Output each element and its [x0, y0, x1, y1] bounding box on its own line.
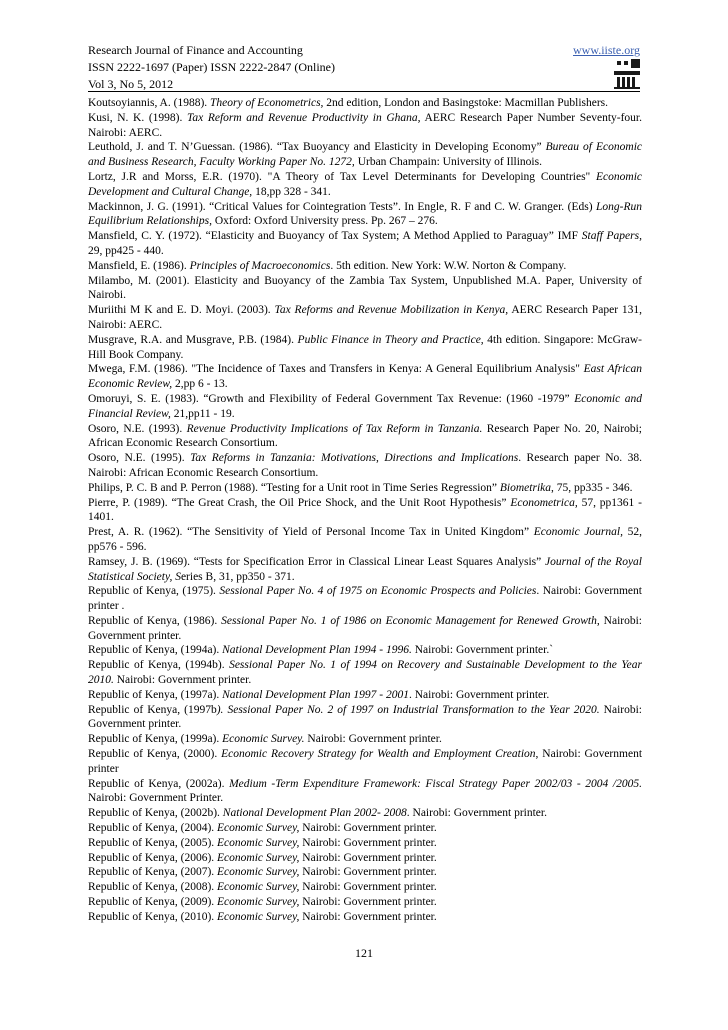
reference-entry: [88, 170, 642, 200]
reference-text: 2nd edition, London and Basingstoke: Macmillan Publishers.: [323, 97, 609, 109]
reference-text: . Nairobi: Government printer.: [409, 688, 550, 701]
reference-text: . Nairobi: Government printer .: [88, 585, 642, 613]
reference-title: Long-Run Equilibrium Relationships,: [88, 200, 642, 228]
reference-text: 4th edition. Singapore: McGraw-Hill Book Company.: [88, 333, 642, 361]
reference-entry: [88, 111, 642, 141]
reference-text: Urban Champain: University of Illinois.: [354, 156, 542, 169]
page-header: [88, 42, 640, 93]
reference-text: , Nairobi: Government printer: [88, 748, 643, 775]
reference-entry: [88, 584, 642, 614]
reference-title: Economic Recovery Strategy for Wealth and Employment Creation: [221, 748, 536, 761]
reference-title: Economic Journal,: [533, 526, 623, 539]
reference-text: Republic of Kenya, (1999a).: [88, 733, 223, 746]
reference-entry: [88, 851, 642, 866]
reference-text: Musgrave, R.A. and Musgrave, P.B. (1984).: [88, 333, 298, 346]
reference-text: Republic of Kenya, (2008).: [88, 881, 218, 894]
reference-text: Muriithi M K and E. D. Moyi. (2003).: [88, 304, 275, 317]
reference-title: Medium -Term Expenditure Framework: Fiscal Strategy Paper 2002/03 - 2004 /2005.: [229, 777, 642, 790]
reference-entry: [88, 229, 642, 259]
reference-title: Economic Survey,: [217, 822, 300, 835]
reference-entry: [88, 614, 642, 644]
reference-title: Sessional Paper No. 1 of 1986 on Economic Management for Renewed Growth,: [221, 614, 600, 627]
reference-title: Economic Survey,: [217, 896, 300, 909]
reference-text: Republic of Kenya, (2010).: [88, 910, 218, 923]
reference-title: Economic Development and Cultural Change,: [88, 170, 642, 198]
reference-entry: [88, 688, 642, 703]
reference-text: . 5th edition. New York: W.W. Norton & Company.: [330, 259, 567, 272]
reference-entry: [88, 422, 642, 452]
reference-text: Osoro, N.E. (1993).: [88, 422, 187, 435]
iiste-logo-icon: [614, 59, 640, 89]
reference-text: Mwega, F.M. (1986). "The Incidence of Taxes and Transfers in Kenya: A General Equilibrium Analysis": [88, 363, 584, 376]
reference-text: Nairobi: Government printer.: [113, 674, 252, 687]
reference-text: 57, pp1361 - 1401.: [88, 496, 642, 524]
reference-list: [88, 96, 642, 925]
reference-text: Mansfield, C. Y. (1972). “Elasticity and Buoyancy of Tax System; A Method Applied to Paraguay” IMF: [88, 230, 582, 243]
reference-text: Ramsey, J. B. (1969). “Tests for Specification Error in Classical Linear Least Squares Analysis”: [88, 555, 546, 568]
reference-text: Nairobi: Government printer.: [88, 614, 642, 642]
reference-title: Economic Survey,: [217, 836, 300, 849]
reference-title: National Development Plan 1997 - 2001: [222, 688, 409, 701]
reference-text: Koutsoyiannis, A. (1988).: [88, 97, 211, 109]
reference-text: Nairobi: Government printer.: [299, 866, 437, 879]
reference-entry: [88, 910, 642, 925]
reference-entry: [88, 200, 642, 230]
reference-text: Nairobi: Government printer.: [304, 733, 442, 746]
reference-title: East African Economic Review,: [88, 363, 642, 391]
reference-entry: [88, 732, 642, 747]
reference-entry: [88, 96, 642, 111]
reference-text: Republic of Kenya, (1994a).: [88, 644, 223, 657]
reference-entry: [88, 140, 642, 170]
reference-text: Mansfield, E. (1986).: [88, 259, 190, 272]
reference-text: Mackinnon, J. G. (1991). “Critical Values for Cointegration Tests”. In Engle, R. F and C. W. Granger. (Eds): [88, 200, 596, 213]
reference-entry: [88, 259, 642, 274]
reference-title: Tax Reforms and Revenue Mobilization in Kenya,: [274, 304, 509, 317]
reference-entry: [88, 703, 642, 733]
reference-entry: [88, 481, 642, 496]
reference-text: Research Paper No. 20, Nairobi; African Economic Research Consortium.: [88, 422, 642, 450]
reference-text: AERC Research Paper Number Seventy-four. Nairobi: AERC.: [88, 111, 642, 139]
reference-text: Nairobi: Government printer.: [299, 822, 437, 835]
reference-entry: [88, 865, 642, 880]
reference-text: 52, pp576 - 596.: [88, 526, 642, 553]
reference-entry: [88, 880, 642, 895]
reference-entry: [88, 895, 642, 910]
reference-entry: [88, 274, 642, 304]
reference-text: 2,pp 6 - 13.: [172, 378, 228, 391]
reference-text: . Nairobi: Government printer.: [406, 807, 547, 820]
reference-text: Republic of Kenya, (1994b).: [88, 659, 230, 672]
reference-text: Republic of Kenya, (2005).: [88, 836, 218, 849]
website-link[interactable]: www.iiste.org: [573, 43, 640, 57]
reference-title: Sessional Paper No. 4 of 1975 on Economic Prospects and Policies: [219, 585, 537, 598]
reference-text: Omoruyi, S. E. (1983). “Growth and Flexibility of Federal Government Tax Revenue: (1960 -1979”: [88, 392, 575, 405]
reference-entry: [88, 496, 642, 526]
reference-title: National Development Plan 2002- 2008: [222, 807, 407, 820]
reference-title: Econometrica,: [510, 496, 578, 509]
reference-title: Economic and Financial Review,: [88, 392, 642, 420]
reference-text: , 75, pp335 - 346.: [551, 481, 633, 494]
reference-entry: [88, 392, 642, 422]
reference-entry: [88, 362, 642, 392]
reference-title: Economic Survey,: [217, 851, 300, 864]
reference-text: Republic of Kenya, (2002a).: [88, 777, 230, 790]
reference-text: Pierre, P. (1989). “The Great Crash, the Oil Price Shock, and the Unit Root Hypothesis”: [88, 496, 511, 509]
page-number: 121: [355, 946, 373, 960]
reference-title: Tax Reforms in Tanzania: Motivations, Directions and Implications: [190, 452, 519, 465]
reference-entry: [88, 451, 642, 481]
reference-title: Bureau of Economic and Business Research, Faculty Working Paper No. 1272,: [88, 141, 642, 169]
reference-title: Journal of the Royal Statistical Society, S: [88, 555, 642, 583]
reference-text: Nairobi: Government printer.: [299, 836, 437, 849]
reference-text: Republic of Kenya, (2006).: [88, 851, 218, 864]
reference-text: Republic of Kenya, (1997a).: [88, 688, 223, 701]
reference-entry: [88, 525, 642, 555]
reference-title: Theory of Econometrics,: [210, 97, 324, 109]
reference-text: Osoro, N.E. (1995).: [88, 452, 191, 465]
reference-text: Nairobi: Government Printer.: [88, 792, 224, 805]
reference-title: Economic Survey,: [217, 866, 300, 879]
reference-text: Republic of Kenya, (1997b: [88, 703, 217, 716]
reference-text: Republic of Kenya, (2000).: [88, 748, 222, 761]
journal-title: Research Journal of Finance and Accounting: [88, 43, 303, 57]
reference-text: 18,pp 328 - 341.: [252, 185, 331, 198]
reference-text: Philips, P. C. B and P. Perron (1988). “Testing for a Unit root in Time Series Regression”: [88, 481, 500, 494]
issn-line: ISSN 2222-1697 (Paper) ISSN 2222-2847 (Online): [88, 60, 335, 74]
reference-title: Revenue Productivity Implications of Tax Reform in Tanzania.: [186, 422, 483, 435]
reference-entry: [88, 555, 642, 585]
reference-text: Republic of Kenya, (2004).: [88, 822, 218, 835]
reference-text: Lortz, J.R and Morss, E.R. (1970). "A Theory of Tax Level Determinants for Developing Countries": [88, 170, 597, 183]
reference-text: eries B, 31, pp350 - 371.: [180, 570, 295, 583]
reference-entry: [88, 658, 642, 688]
reference-text: Nairobi: Government printer.: [299, 896, 437, 909]
reference-title: Principles of Macroeconomics: [189, 259, 331, 272]
header-divider: [88, 91, 640, 92]
reference-entry: [88, 303, 642, 333]
reference-text: Republic of Kenya, (2009).: [88, 896, 218, 909]
reference-text: Nairobi: Government printer.`: [411, 644, 554, 657]
reference-text: Leuthold, J. and T. N’Guessan. (1986). “Tax Buoyancy and Elasticity in Developing Economy”: [88, 141, 546, 154]
header-top-line: [88, 42, 640, 59]
reference-title: Economic Survey.: [222, 733, 305, 746]
reference-entry: [88, 747, 642, 777]
reference-text: Republic of Kenya, (1975).: [88, 585, 220, 598]
reference-text: 21,pp11 - 19.: [170, 407, 235, 420]
reference-text: Milambo, M. (2001). Elasticity and Buoyancy of the Zambia Tax System, Unpublished M.A. Paper, University of Nairobi.: [88, 274, 642, 302]
reference-entry: [88, 777, 642, 807]
reference-text: Nairobi: Government printer.: [299, 851, 437, 864]
reference-entry: [88, 806, 642, 821]
reference-text: Republic of Kenya, (1986).: [88, 614, 222, 627]
reference-text: Oxford: Oxford University press. Pp. 267 – 276.: [211, 215, 438, 228]
reference-entry: [88, 333, 642, 363]
volume-line: Vol 3, No 5, 2012: [88, 77, 174, 91]
reference-entry: [88, 643, 642, 658]
reference-text: Prest, A. R. (1962). “The Sensitivity of Yield of Personal Income Tax in United Kingdom”: [88, 526, 534, 539]
reference-title: ). Sessional Paper No. 2 of 1997 on Industrial Transformation to the Year 2020.: [216, 703, 600, 716]
reference-text: Republic of Kenya, (2007).: [88, 866, 218, 879]
reference-entry: [88, 821, 642, 836]
reference-text: Kusi, N. K. (1998).: [88, 111, 187, 124]
reference-text: 29, pp425 - 440.: [88, 244, 164, 257]
reference-title: Tax Reform and Revenue Productivity in Ghana,: [187, 111, 421, 124]
reference-title: National Development Plan 1994 - 1996.: [222, 644, 412, 657]
reference-title: Economic Survey,: [217, 881, 300, 894]
reference-entry: [88, 836, 642, 851]
reference-text: Nairobi: Government printer.: [88, 703, 642, 731]
reference-title: Sessional Paper No. 1 of 1994 on Recovery and Sustainable Development to the Year 2010.: [88, 659, 642, 687]
reference-title: Public Finance in Theory and Practice,: [297, 333, 484, 346]
reference-text: Nairobi: Government printer.: [299, 881, 437, 894]
reference-text: Nairobi: Government printer.: [299, 910, 437, 923]
reference-title: Staff Papers,: [581, 230, 642, 243]
reference-text: Republic of Kenya, (2002b).: [88, 807, 223, 820]
reference-text: AERC Research Paper 131, Nairobi: AERC.: [88, 304, 642, 331]
reference-title: Economic Survey,: [217, 910, 300, 923]
reference-title: Biometrika: [499, 481, 552, 494]
reference-text: . Research paper No. 38. Nairobi: African Economic Research Consortium.: [88, 452, 642, 479]
